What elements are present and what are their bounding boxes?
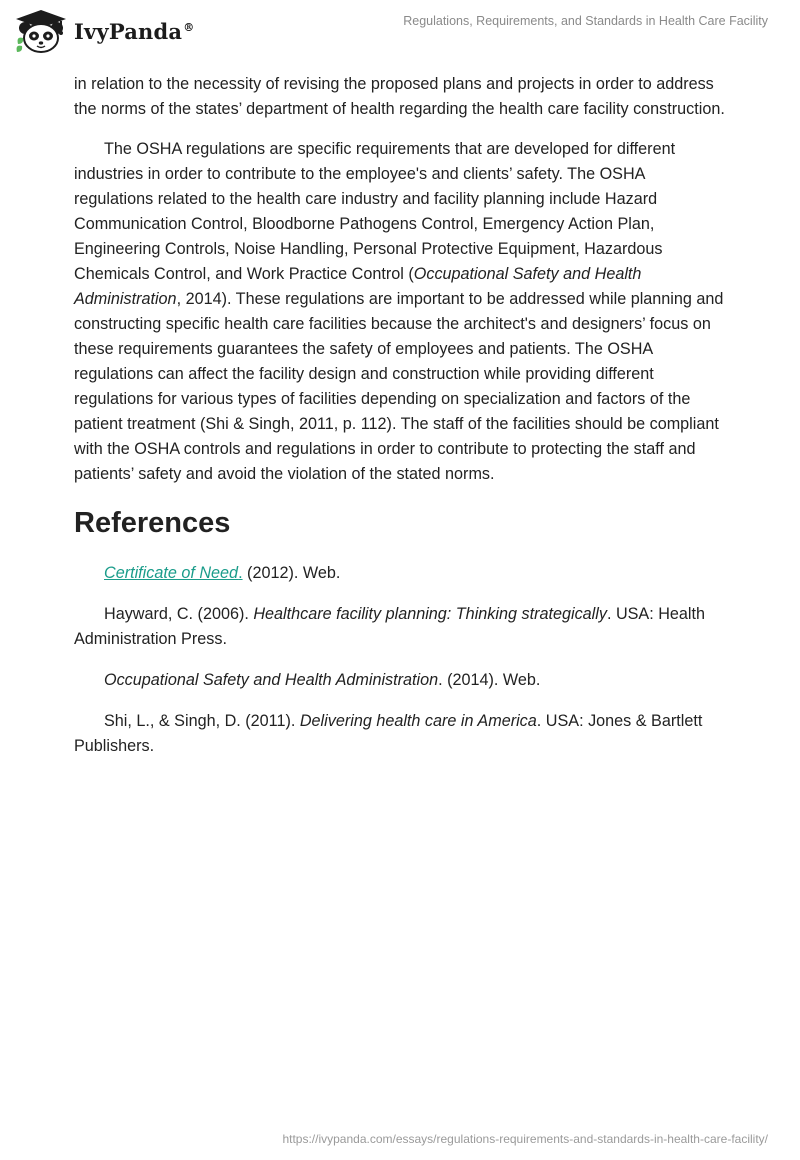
document-title: Regulations, Requirements, and Standards in Health Care Facility: [403, 14, 768, 28]
citation-italic: Occupational Safety and Health Administration: [74, 265, 642, 308]
body-paragraph-continued: in relation to the necessity of revising the proposed plans and projects in order to address the norms of the states’ department of health regarding the health care facility construction.: [74, 75, 725, 118]
reference-item: Hayward, C. (2006). Healthcare facility planning: Thinking strategically. USA: Health Administration Press.: [74, 605, 706, 648]
essay-content: [74, 72, 728, 775]
references-heading: References: [74, 507, 231, 539]
ivypanda-logo[interactable]: [14, 8, 194, 54]
panda-graduate-icon: [14, 8, 68, 54]
reference-item: Certificate of Need. (2012). Web.: [104, 564, 341, 582]
certificate-of-need-link[interactable]: Certificate of Need.: [104, 564, 243, 582]
page-url-footer[interactable]: https://ivypanda.com/essays/regulations-requirements-and-standards-in-health-care-facility/: [282, 1132, 768, 1146]
page-header: [0, 0, 800, 64]
reference-item: Occupational Safety and Health Administration. (2014). Web.: [104, 671, 541, 689]
registered-mark: ®: [183, 20, 195, 34]
reference-item: Shi, L., & Singh, D. (2011). Delivering health care in America. USA: Jones & Bartlett Publishers.: [74, 712, 703, 755]
body-paragraph-osha: The OSHA regulations are specific requirements that are developed for different industries in order to contribute to the employee's and clients’ safety. The OSHA regulations related to the health care industry and facility planning include Hazard Communication Control, Bloodborne Pathogens Control, Emergency Action Plan, Engineering Controls, Noise Handling, Personal Protective Equipment, Hazardous Chemicals Control, and Work Practice Control (Occupational Safety and Health Administration, 2014). These regulations are important to be addressed while planning and constructing specific health care facilities because the architect's and designers’ focus on these requirements guarantees the safety of employees and patients. The OSHA regulations can affect the facility design and construction while providing different regulations for various types of facilities depending on specialization and factors of the patient treatment (Shi & Singh, 2011, p. 112). The staff of the facilities should be compliant with the OSHA controls and regulations in order to contribute to protecting the staff and patients’ safety and avoid the violation of the stated norms.: [74, 140, 724, 483]
brand-name: IvyPanda®: [74, 18, 195, 44]
